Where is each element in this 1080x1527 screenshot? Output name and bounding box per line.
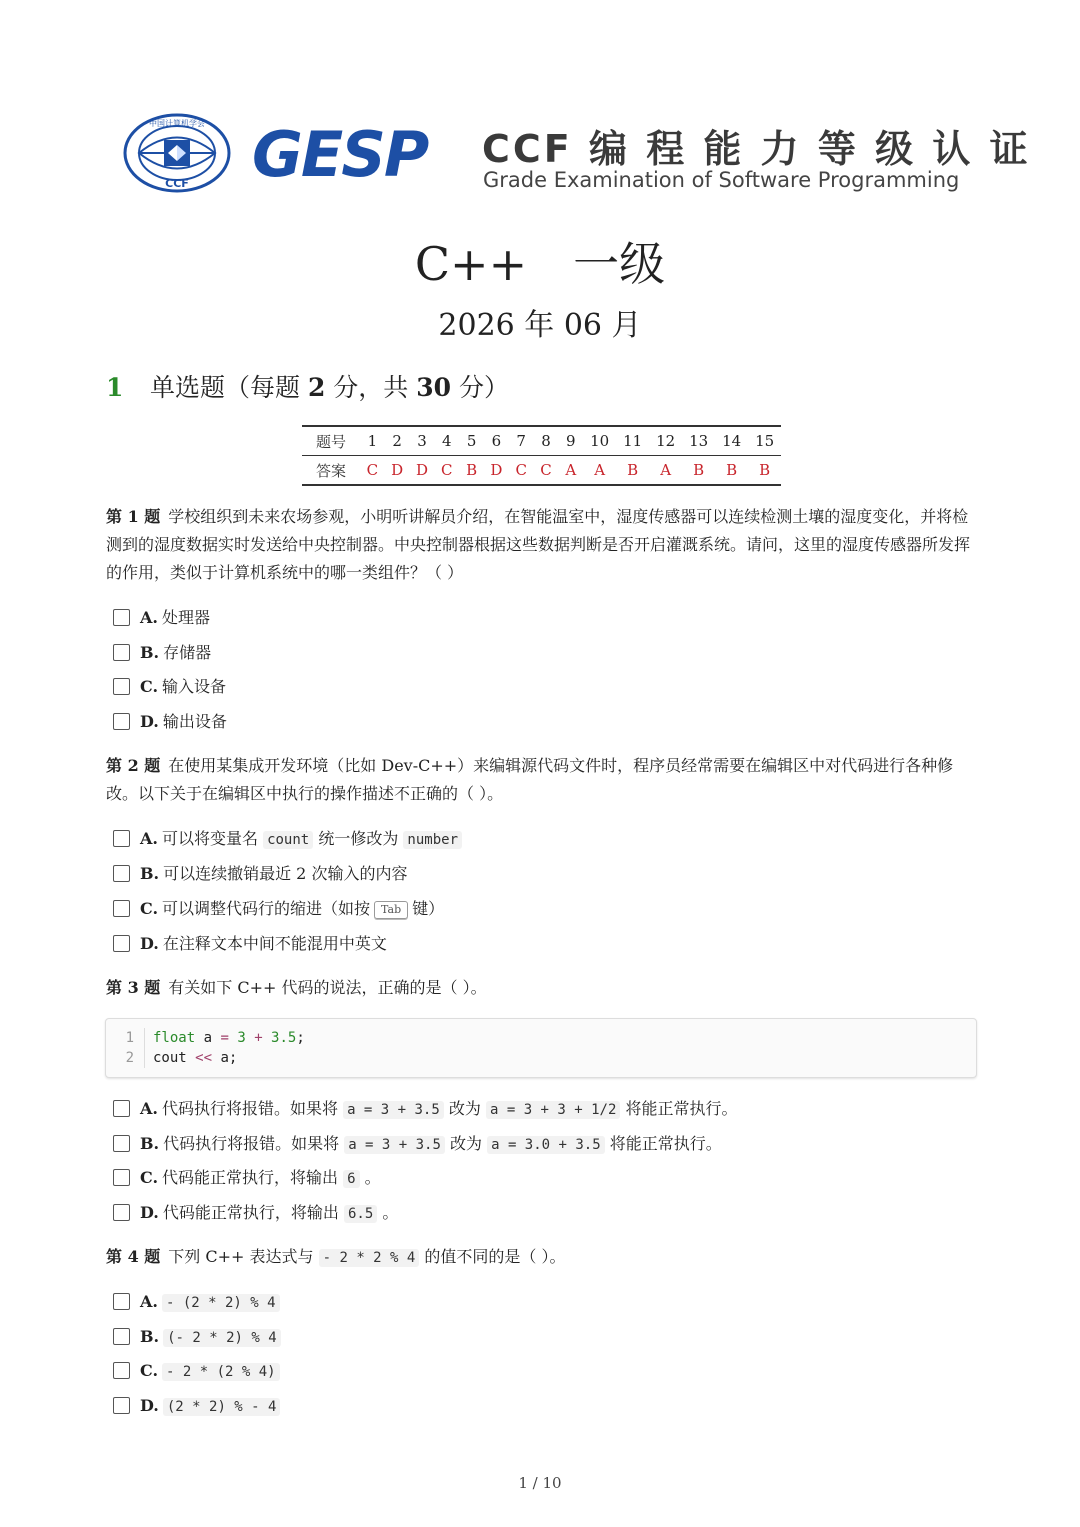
question-4: 第 4 题 下列 C++ 表达式与 - 2 * 2 % 4 的值不同的是（ ）。 [106, 1247, 566, 1266]
seal-text: 中国计算机学会 [149, 119, 205, 128]
checkbox[interactable] [113, 713, 130, 730]
answer-cell: A [649, 456, 682, 486]
q4-option-c[interactable]: C. - 2 * (2 % 4) [113, 1358, 280, 1384]
number-cell: 5 [459, 426, 484, 456]
number-cell: 13 [682, 426, 715, 456]
checkbox[interactable] [113, 865, 130, 882]
q3-option-d[interactable]: D. 代码能正常执行，将输出 6.5 。 [113, 1200, 398, 1226]
answer-table [302, 425, 781, 486]
q3-option-c[interactable]: C. 代码能正常执行，将输出 6 。 [113, 1165, 381, 1191]
inline-code: a = 3 + 3.5 [344, 1136, 445, 1154]
code-block [105, 1018, 977, 1078]
row-label-number: 题号 [302, 426, 360, 456]
code-line-1: 1 float a = 3 + 3.5; [106, 1028, 305, 1048]
number-cell: 6 [484, 426, 509, 456]
q4-option-d[interactable]: D. (2 * 2) % - 4 [113, 1393, 280, 1419]
question-3 [106, 974, 976, 1002]
question-label: 第 2 题 [106, 756, 161, 775]
per-question-score: 2 [307, 373, 326, 402]
answer-cell: C [434, 456, 459, 486]
brand-chinese: CCF 编 程 能 力 等 级 认 证 [482, 127, 1031, 171]
answer-cell: B [748, 456, 781, 486]
seal-abbr: CCF [165, 177, 189, 190]
question-label: 第 3 题 [106, 978, 161, 997]
number-cell: 9 [558, 426, 583, 456]
exam-header [122, 112, 1031, 202]
checkbox[interactable] [113, 1293, 130, 1310]
inline-code: 6 [343, 1170, 359, 1188]
q2-option-a[interactable]: A. 可以将变量名 count 统一修改为 number [113, 826, 462, 852]
checkbox[interactable] [113, 830, 130, 847]
title-level: 一级 [573, 237, 666, 291]
q2-option-d[interactable]: D. 在注释文本中间不能混用中英文 [113, 931, 387, 957]
checkbox[interactable] [113, 1328, 130, 1345]
checkbox[interactable] [113, 1362, 130, 1379]
q2-option-c[interactable]: C. 可以调整代码行的缩进（如按 Tab 键） [113, 896, 444, 922]
inline-code: (- 2 * 2) % 4 [163, 1329, 281, 1347]
title-language: C++ [414, 237, 528, 291]
number-cell: 8 [534, 426, 559, 456]
checkbox[interactable] [113, 1135, 130, 1152]
q4-option-a[interactable]: A. - (2 * 2) % 4 [113, 1289, 280, 1315]
brand-english: Grade Examination of Software Programming [483, 168, 960, 192]
q1-option-b[interactable]: B. 存储器 [113, 640, 211, 666]
number-cell: 11 [616, 426, 649, 456]
ccf-seal-logo [122, 112, 232, 194]
number-cell: 14 [715, 426, 748, 456]
number-cell: 7 [509, 426, 534, 456]
section-heading: 1 单选题（每题 2 分，共 30 分） [106, 373, 510, 402]
answer-row [302, 456, 781, 486]
answer-cell: C [534, 456, 559, 486]
answer-cell: A [583, 456, 616, 486]
question-2 [106, 752, 976, 808]
checkbox[interactable] [113, 609, 130, 626]
answer-cell: C [509, 456, 534, 486]
q4-option-b[interactable]: B. (- 2 * 2) % 4 [113, 1324, 281, 1350]
answer-cell: A [558, 456, 583, 486]
answer-cell: D [484, 456, 509, 486]
section-number: 1 [106, 373, 124, 402]
q1-option-a[interactable]: A. 处理器 [113, 605, 210, 631]
inline-code: a = 3.0 + 3.5 [487, 1136, 605, 1154]
answer-cell: B [459, 456, 484, 486]
gesp-logo [250, 116, 450, 190]
number-cell: 4 [434, 426, 459, 456]
exam-title [0, 228, 1080, 294]
checkbox[interactable] [113, 1397, 130, 1414]
checkbox[interactable] [113, 678, 130, 695]
answer-cell: D [410, 456, 435, 486]
number-cell: 3 [410, 426, 435, 456]
code-line-2: 2 cout << a; [106, 1048, 237, 1068]
inline-code: 6.5 [344, 1205, 377, 1223]
number-cell: 1 [360, 426, 385, 456]
question-number-row [302, 426, 781, 456]
answer-cell: B [715, 456, 748, 486]
q2-option-b[interactable]: B. 可以连续撤销最近 2 次输入的内容 [113, 861, 407, 887]
inline-code: a = 3 + 3 + 1/2 [486, 1101, 620, 1119]
question-label: 第 4 题 [106, 1247, 161, 1266]
number-cell: 15 [748, 426, 781, 456]
checkbox[interactable] [113, 1100, 130, 1117]
checkbox[interactable] [113, 1204, 130, 1221]
question-text: 学校组织到未来农场参观，小明听讲解员介绍，在智能温室中，湿度传感器可以连续检测土壤的湿度变化，并将检测到的湿度数据实时发送给中央控制器。中央控制器根据这些数据判断是否开启灌溉系统。请问，这里的湿度传感器所发挥的作用，类似于计算机系统中的哪一类组件？（ ） [106, 507, 971, 582]
exam-date: 2026 年 06 月 [438, 308, 642, 343]
gesp-text: GESP [252, 118, 428, 190]
q1-option-d[interactable]: D. 输出设备 [113, 709, 227, 735]
number-cell: 12 [649, 426, 682, 456]
question-label: 第 1 题 [106, 507, 161, 526]
number-cell: 2 [385, 426, 410, 456]
tab-key: Tab [374, 901, 408, 919]
inline-code: - 2 * 2 % 4 [319, 1249, 420, 1267]
checkbox[interactable] [113, 935, 130, 952]
inline-code: - 2 * (2 % 4) [162, 1363, 280, 1381]
answer-cell: C [360, 456, 385, 486]
inline-code: - (2 * 2) % 4 [162, 1294, 280, 1312]
inline-code: (2 * 2) % - 4 [163, 1398, 281, 1416]
answer-cell: D [385, 456, 410, 486]
question-text: 在使用某集成开发环境（比如 Dev-C++）来编辑源代码文件时，程序员经常需要在编辑区中对代码进行各种修改。以下关于在编辑区中执行的操作描述不正确的（ ）。 [106, 756, 954, 803]
inline-code: count [263, 831, 313, 849]
inline-code: a = 3 + 3.5 [343, 1101, 444, 1119]
answer-cell: B [616, 456, 649, 486]
total-score: 30 [416, 373, 452, 402]
q3-option-b[interactable]: B. 代码执行将报错。如果将 a = 3 + 3.5 改为 a = 3.0 + 3.5 将能正常执行。 [113, 1131, 722, 1157]
q3-option-a[interactable]: A. 代码执行将报错。如果将 a = 3 + 3.5 改为 a = 3 + 3 + 1/2 将能正常执行。 [113, 1096, 738, 1122]
question-1 [106, 503, 976, 587]
checkbox[interactable] [113, 1169, 130, 1186]
answer-cell: B [682, 456, 715, 486]
inline-code: number [403, 831, 462, 849]
question-text: 有关如下 C++ 代码的说法，正确的是（ ）。 [168, 978, 487, 997]
number-cell: 10 [583, 426, 616, 456]
checkbox[interactable] [113, 644, 130, 661]
checkbox[interactable] [113, 900, 130, 917]
page-number: 1 / 10 [518, 1474, 562, 1492]
q1-option-c[interactable]: C. 输入设备 [113, 674, 226, 700]
row-label-answer: 答案 [302, 456, 360, 486]
